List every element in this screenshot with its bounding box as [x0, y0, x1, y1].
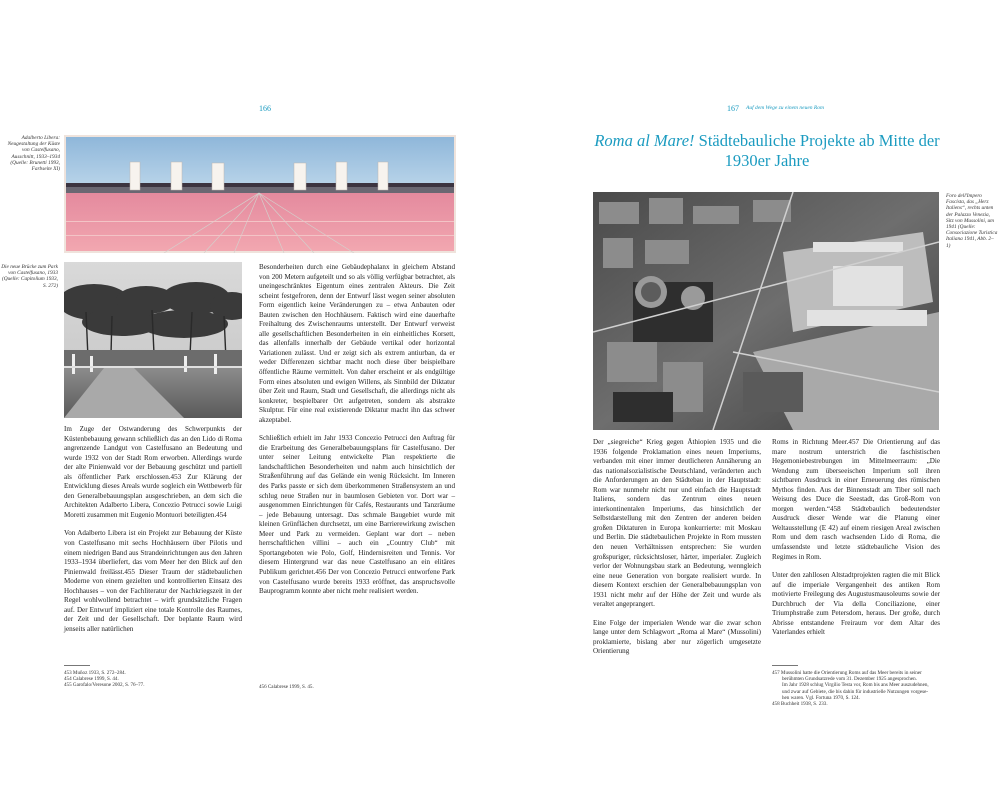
page-number-right: 167 [727, 104, 739, 113]
caption-photo-right: Foro dell'Impero Fascista, das „Herz Italiens“, rechts unten der Palazzo Venezia, Sitz von Mussolini, um 1941 (Quelle: Consociazione Turistica Italiana 1941, Abb. 2–1) [946, 193, 998, 249]
page-number-left: 166 [259, 104, 271, 113]
bridge-photo [64, 262, 242, 418]
footnotes-right [772, 670, 929, 707]
paragraph: Unter den zahllosen Altstadtprojekten ragten die mit Blick auf die imperiale Vergangenheit des antiken Rom motivierte Freilegung des Augustusmausoleums sowie der Durchbruch der Via della Conciliazione, einer Triumphstraße zum Petersdom, heraus. Der große, durch Abrisse entstandene Freiraum vor dem Altar des Vaterlandes erhielt [772, 571, 940, 637]
paragraph: Im Zuge der Ostwanderung des Schwerpunkts der Küstenbebauung gewann schließlich das an den Lido di Roma angrenzende Landgut von Castelfusano an Bedeutung und wurde 1932 von der Stadt Rom erworben. Allerdings wurde der alte Pinienwald vor der Bebauung geschützt und partiell als öffentlicher Park erschlossen.453 Zur Klärung der Entwicklung dieses Areals wurde sogleich ein Wettbewerb für den Generalbebauungsplan ausgeschrieben, an dem sich die Architekten Adalberto Libera, Concezio Petrucci sowie Luigi Moretti zusammen mit Eugenio Montuori beteiligten.454 [64, 425, 242, 519]
left-column-2 [259, 263, 455, 606]
paragraph: Besonderheiten durch eine Gebäudephalanx in gleichem Abstand von 200 Metern aufgeteilt und so als völlig verfügbar betrachtet, als uneingeschränktes Eigentum eines zentralen Akteurs. Die Zeit scheint festgefroren, denn der Entwurf lässt wegen seiner absoluten Form eigentlich keine Veränderungen zu – etwa Anbauten oder Bauten zwischen den Hochhäusern. Faktisch wird eine dauerhafte Freihaltung des Zwischenraums unterstellt. Der Entwurf verweist alle gesellschaftlichen Besonderheiten in ein einheitliches Korsett, das allenfalls innerhalb der Gebäude vertikal oder horizontal Variationen zulässt. Und er zeigt sich als extrem antiurban, da er weder Differenzen sichtbar macht noch diese über beispielbare öffentliche Räume vermittelt. Von daher erscheint er als endgültige Form eines absoluten und ewigen Willens, als Sinnbild der Diktatur über Zeit und Raum, Stadt und Gesellschaft, die allerdings nicht als konkreter, bespielbarer Ort aufgetreten, sondern als abstrakte Skulptur. Für eine real existierende Diktatur macht ihn das schwer akzeptabel. [259, 263, 455, 424]
caption-photo-left: Die neue Brücke zum Park von Castelfusano, 1933 (Quelle: Capitolium 1933, S. 272) [1, 264, 58, 289]
footnote: 453 Muñoz 1933, S. 272–284. [64, 670, 126, 676]
footnotes-left-col1 [64, 670, 145, 689]
chapter-title [593, 131, 941, 171]
footnote: und zwar auf Gebiete, die bis dahin für industrielle Nutzungen vorgese- [782, 688, 929, 695]
footnote: 457 Mussolini hatte die Orientierung Roms auf das Meer bereits in seiner [772, 670, 922, 676]
paragraph: Schließlich erhielt im Jahr 1933 Concezio Petrucci den Auftrag für die Erarbeitung des Generalbebauungsplans für Castelfusano. Der unter seiner Leitung entwickelte Plan respektierte die landschaftlichen Besonderheiten und nahm auch hinsichtlich der Straßenführung auf das Gelände ein wenig Rücksicht. Im Inneren des Parks passte er sich dem überkommenen Straßensystem an und schlug neue Straßen nur in baumlosen Gebieten vor. Dort war – ausgenommen Einrichtungen für Cafés, Restaurants und Tanzräume – jede Bebauung untersagt. Das schmale Baugebiet wurde mit kleinen Grünflächen durchsetzt, um eine Barrierewirkung zwischen Meer und Park zu vermeiden. Geplant war dort – neben herrschaftlichen villini – auch ein „Country Club“ mit Sportangeboten wie Polo, Golf, Hindernisreiten und Tennis. Vor diesem Hintergrund war das neue Castelfusano an ein elitäres Publikum gerichtet.456 Der von Concezio Petrucci entworfene Park von Castelfusano wurde bereits 1933 eröffnet, das anspruchsvolle Bauprogramm konnte aber nicht mehr realisiert werden. [259, 434, 455, 596]
right-column-1 [593, 438, 761, 666]
caption-rendering: Adalberto Libera: Neugestaltung der Küste von Castelfusano, Ausschnitt, 1933–1934 (Quelle: Brunetti 1993, Farbseite XI) [7, 135, 60, 173]
paragraph: Der „siegreiche“ Krieg gegen Äthiopien 1935 und die 1936 folgende Proklamation eines neuen Imperiums, verbanden mit einer immer deutlicheren Annäherung an das nationalsozialistische Deutschland, veränderten auch die Anforderungen an den Städtebau in der Hauptstadt: Rom war nunmehr nicht nur und einfach die Hauptstadt Italiens, sondern das Zentrum eines neuen interkontinentalen Imperiums, das hinsichtlich der Selbstdarstellung mit den Zentren der anderen beiden großen Diktaturen in Europa konkurrierte: mit Moskau und Berlin. Die städtebaulichen Projekte in Rom mussten den neuen Verhältnissen entsprechen: Sie wurden großspuriger, rücksichtsloser, härter, imperialer. Zugleich verlor der Wohnungsbau stark an Bedeutung, wenngleich eine neue Generation von borgate realisiert wurde. In diesem Kontext erschien der Generalbebauungsplan von 1931 nicht mehr auf der Höhe der Zeit und wurde als veraltet angeprangert. [593, 438, 761, 609]
paragraph: Roms in Richtung Meer.457 Die Orientierung auf das mare nostrum unterstrich die faschistischen Hegemoniebestrebungen im Mittelmeerraum: „Die Wendung zum überseeischen Imperium soll ihren sichtbaren Ausdruck in einer Erneuerung des römischen Mythos finden. Aus der Binnenstadt am Tiber soll nach Weisung des Duce die Seestadt, das Groß-Rom von morgen werden.“458 Städtebaulich bedeutendster Ausdruck dieser Wende war die Planung einer Weltausstellung (E 42) auf einem riesigen Areal zwischen Rom und dem rasch wachsenden Lido di Roma, die umfassendste und letzte städtebauliche Vision des Regimes in Rom. [772, 438, 940, 561]
footnote: Im Jahr 1928 schlug Virgilio Testa vor, Rom bis ans Meer auszudehnen, [782, 682, 929, 689]
rendering-image [64, 135, 456, 253]
footnote: 454 Calabrese 1999, S. 44. [64, 676, 119, 683]
paragraph: Eine Folge der imperialen Wende war die zwar schon lange unter dem Schlagwort „Roma al Mare“ (Mussolini) proklamierte, bislang aber nur zögerlich umgesetzte Orientierung [593, 618, 761, 656]
footnotes-left-col2 [259, 684, 314, 690]
aerial-photo [593, 192, 939, 430]
title-italic: Roma al Mare! [594, 131, 695, 150]
footnote: hen waren. Vgl. Fortuna 1970, S. 124. [782, 694, 860, 701]
footnote: berühmten Grundsatzrede vom 31. Dezember 1925 angesprochen. [782, 676, 917, 683]
running-head: Auf dem Wege zu einem neuen Rom [746, 105, 824, 111]
footnote: 456 Calabrese 1999, S. 45. [259, 684, 314, 690]
footnote-rule-right [772, 665, 798, 666]
right-column-2 [772, 438, 940, 647]
footnote: 458 Buchheit 1938, S. 233. [772, 701, 828, 708]
footnote-rule-left [64, 665, 90, 666]
left-column-1 [64, 425, 242, 643]
footnote: 455 Garofalo/Veresone 2002, S. 76–77. [64, 682, 145, 689]
title-rest: Städtebauliche Projekte ab Mitte der 1930er Jahre [694, 131, 940, 170]
paragraph: Von Adalberto Libera ist ein Projekt zur Bebauung der Küste von Castelfusano mit sechs Hochhäusern über Pilotis und einem niedrigen Band aus Strandeinrichtungen aus den Jahren 1933–1934 überliefert, das vom Meer her den Blick auf den Pinienwald freilässt.455 Dieser Traum der städtebaulichen Moderne von einem gezielten und kontrollierten Einsatz des Hochhauses – von der Fachliteratur der Nachkriegszeit in der Regel wohlwollend betrachtet – wirft grundsätzliche Fragen auf. Der Entwurf impliziert eine totale Kontrolle des Raumes, der Zeit und der Gesellschaft. Der beplante Raum wird jenseits aller natürlichen [64, 529, 242, 633]
